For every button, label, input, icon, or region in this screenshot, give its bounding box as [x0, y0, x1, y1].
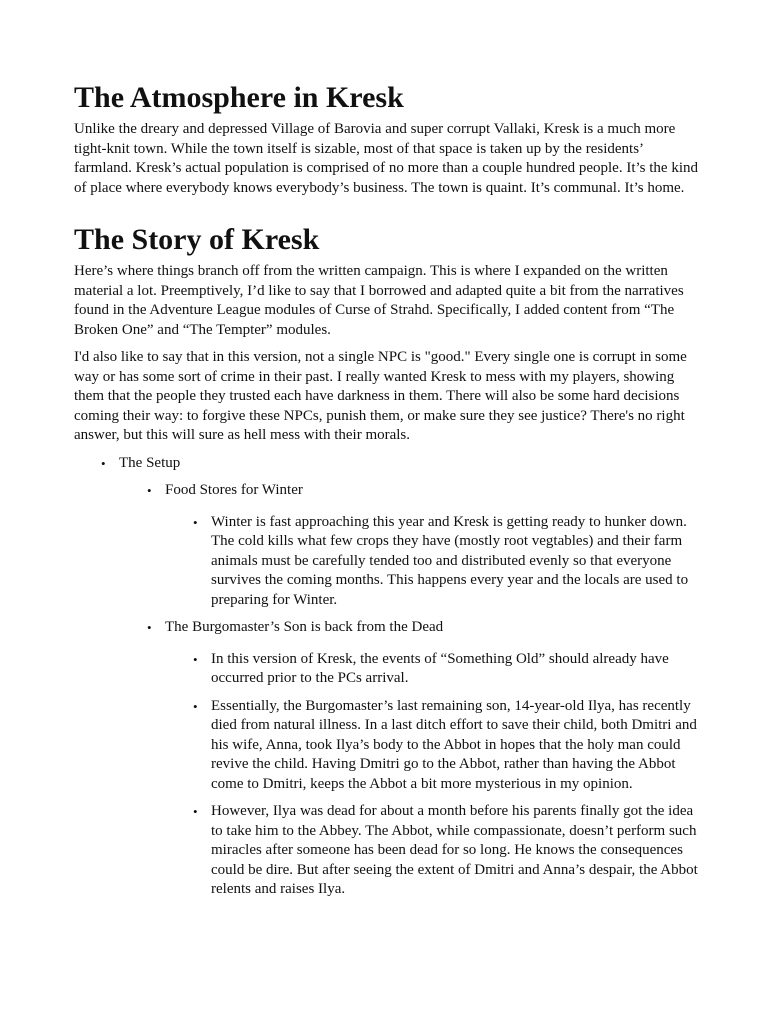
bullet-glyph: •	[193, 651, 198, 667]
list-item-food-stores	[147, 481, 698, 610]
list-item	[193, 697, 698, 795]
list-item-label: Food Stores for Winter	[165, 482, 303, 498]
paragraph-story-npcs: I'd also like to say that in this version, not a single NPC is "good." Every single one is corrupt in some way or has some sort of crime in their past. I really wanted Kresk to mess with my players, showing them that the people they trusted each have darkness in them. There will also be some hard decisions coming their way: to forgive these NPCs, punish them, or make sure they see justice? There's no right answer, but this will sure as hell mess with their morals.	[74, 349, 687, 443]
bullet-glyph: •	[147, 620, 152, 635]
bullet-glyph: •	[193, 698, 198, 714]
heading-atmosphere: The Atmosphere in Kresk	[74, 81, 404, 114]
list-item-text: In this version of Kresk, the events of “Something Old” should already have occurred prior to the PCs arrival.	[211, 650, 669, 686]
list-item	[193, 513, 698, 611]
outline-list	[101, 454, 698, 900]
list-item-text: Winter is fast approaching this year and Kresk is getting ready to hunker down. The cold kills what few crops they have (mostly root vegtables) and their farm animals must be carefully tended too and distributed evenly so that everyone survives the coming months. This happens every year and the locals are used to preparing for Winter.	[211, 513, 689, 608]
list-item-text: Essentially, the Burgomaster’s last remaining son, 14-year-old Ilya, has recently died from natural illness. In a last ditch effort to save their child, both Dmitri and his wife, Anna, took Ilya’s body to the Abbot in hopes that the holy man could revive the child. Having Dmitri go to the Abbot, rather than having the Abbot come to Dmitri, keeps the Abbot a bit more mysterious in my opinion.	[211, 697, 697, 792]
list-item-setup	[101, 454, 698, 900]
paragraph-atmosphere: Unlike the dreary and depressed Village of Barovia and super corrupt Vallaki, Kresk is a much more tight-knit town. While the town itself is sizable, most of that space is taken up by the residents’ farmland. Kresk’s actual population is comprised of no more than a couple hundred people. It’s the kind of place where everybody knows everybody’s business. The town is quaint. It’s communal. It’s home.	[74, 121, 699, 196]
food-details-list	[193, 513, 698, 611]
bullet-glyph: •	[193, 514, 198, 530]
son-details-list	[193, 650, 698, 900]
setup-sublist	[147, 481, 698, 900]
list-item-label: The Burgomaster’s Son is back from the Dead	[165, 619, 444, 635]
list-item-text: However, Ilya was dead for about a month before his parents finally got the idea to take him to the Abbey. The Abbot, while compassionate, doesn’t perform such miracles after someone has been dead for so long. He knows the consequences could be dire. But after seeing the extent of Dmitri and Anna’s despair, the Abbot relents and raises Ilya.	[211, 803, 698, 897]
paragraph-story-intro: Here’s where things branch off from the written campaign. This is where I expanded on the written material a lot. Preemptively, I’d like to say that I borrowed and adapted quite a bit from the narratives found in the Adventure League modules of Curse of Strahd. Specifically, I added content from “The Broken One” and “The Tempter” modules.	[74, 263, 684, 338]
list-item-label: The Setup	[119, 454, 181, 471]
bullet-glyph: •	[147, 483, 152, 498]
list-item	[193, 650, 698, 689]
bullet-glyph: •	[101, 455, 106, 471]
list-item	[193, 802, 698, 900]
heading-story: The Story of Kresk	[74, 223, 320, 256]
bullet-glyph: •	[193, 804, 198, 819]
list-item-burgomaster-son	[147, 618, 698, 900]
